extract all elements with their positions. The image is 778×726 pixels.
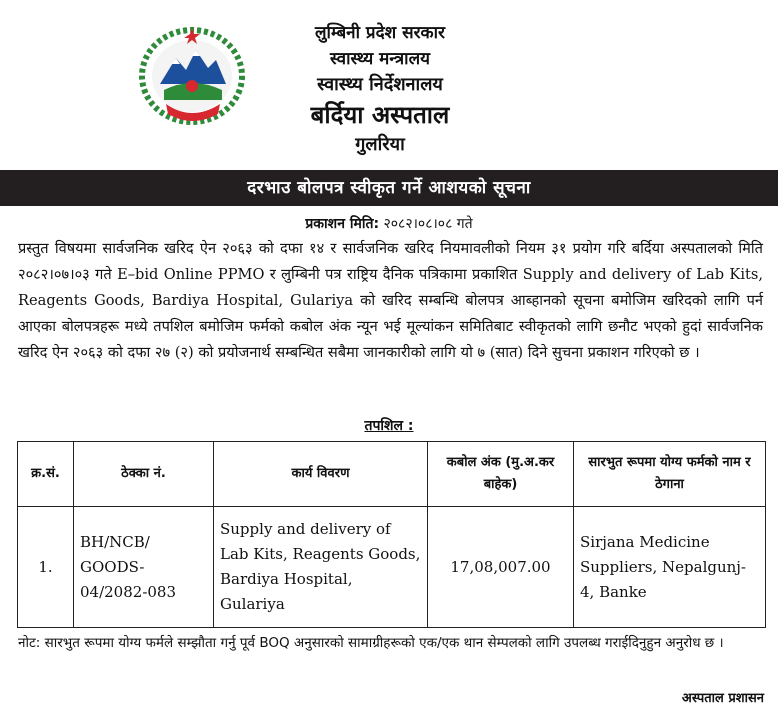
publication-date-value: २०८२।०८।०८ गते xyxy=(383,216,473,232)
nepal-emblem-icon xyxy=(138,24,246,126)
cell-firm: Sirjana Medicine Suppliers, Nepalgunj-4, Banke xyxy=(574,507,766,628)
cell-description: Supply and delivery of Lab Kits, Reagents Goods, Bardiya Hospital, Gulariya xyxy=(214,507,428,628)
column-header-amount: कबोल अंक (मु.अ.कर बाहेक) xyxy=(428,442,574,507)
table-header-row xyxy=(18,442,766,507)
ministry-line: स्वास्थ्य मन्त्रालय xyxy=(330,49,430,69)
location-line: गुलरिया xyxy=(355,134,405,155)
award-table xyxy=(17,441,766,628)
publication-date xyxy=(0,214,778,233)
directorate-line: स्वास्थ्य निर्देशनालय xyxy=(317,74,443,95)
notice-body: प्रस्तुत विषयमा सार्वजनिक खरिद ऐन २०६३ को दफा १४ र सार्वजनिक खरिद नियमावलीको नियम ३१ प्रयोग गरि बर्दिया अस्पतालको मिति २०८२।०७।०३ गते E–bid Online PPMO र लुम्बिनी पत्र राष्ट्रिय दैनिक पत्रिकामा प्रकाशित Supply and delivery of Lab Kits, Reagents Goods, Bardiya Hospital, Gulariya को खरिद सम्बन्धि बोलपत्र आब्हानको सूचना बमोजिम खरिदको लागि पर्न आएका बोलपत्रहरू मध्ये तपशिल बमोजिम फर्मको कबोल अंक न्यून भई मूल्यांकन समितिबाट स्वीकृतको लागि छनौट भएको हुदां सार्वजनिक खरिद ऐन २०६३ को दफा २७ (२) को प्रयोजनार्थ सम्बन्धित सबैमा जानकारीको लागि यो ७ (सात) दिने सुचना प्रकाशन गरिएको छ । xyxy=(18,240,763,361)
note-text: नोट: सारभुत रूपमा योग्य फर्मले सम्झौता गर्नु पूर्व BOQ अनुसारको सामाग्रीहरूको एक/एक थान सेम्पलको लागि उपलब्ध गराईदिनुहुन अनुरोध छ । xyxy=(18,635,724,651)
table-row xyxy=(18,507,766,628)
details-heading-text: तपशिल : xyxy=(364,418,414,434)
notice-title-banner: दरभाउ बोलपत्र स्वीकृत गर्ने आशयको सूचना xyxy=(0,170,778,206)
publication-date-label: प्रकाशन मिति: xyxy=(305,216,380,232)
cell-sn: 1. xyxy=(18,507,74,628)
signature-block: अस्पताल प्रशासन xyxy=(681,691,764,706)
column-header-firm: सारभुत रूपमा योग्य फर्मको नाम र ठेगाना xyxy=(574,442,766,507)
details-heading xyxy=(0,416,778,435)
column-header-description: कार्य विवरण xyxy=(214,442,428,507)
column-header-sn: क्र.सं. xyxy=(18,442,74,507)
province-government-line: लुम्बिनी प्रदेश सरकार xyxy=(315,23,445,43)
letterhead xyxy=(0,0,778,170)
column-header-contract-no: ठेक्का नं. xyxy=(74,442,214,507)
cell-contract-no: BH/NCB/ GOODS- 04/2082-083 xyxy=(74,507,214,628)
hospital-name: बर्दिया अस्पताल xyxy=(310,101,450,129)
cell-amount: 17,08,007.00 xyxy=(428,507,574,628)
